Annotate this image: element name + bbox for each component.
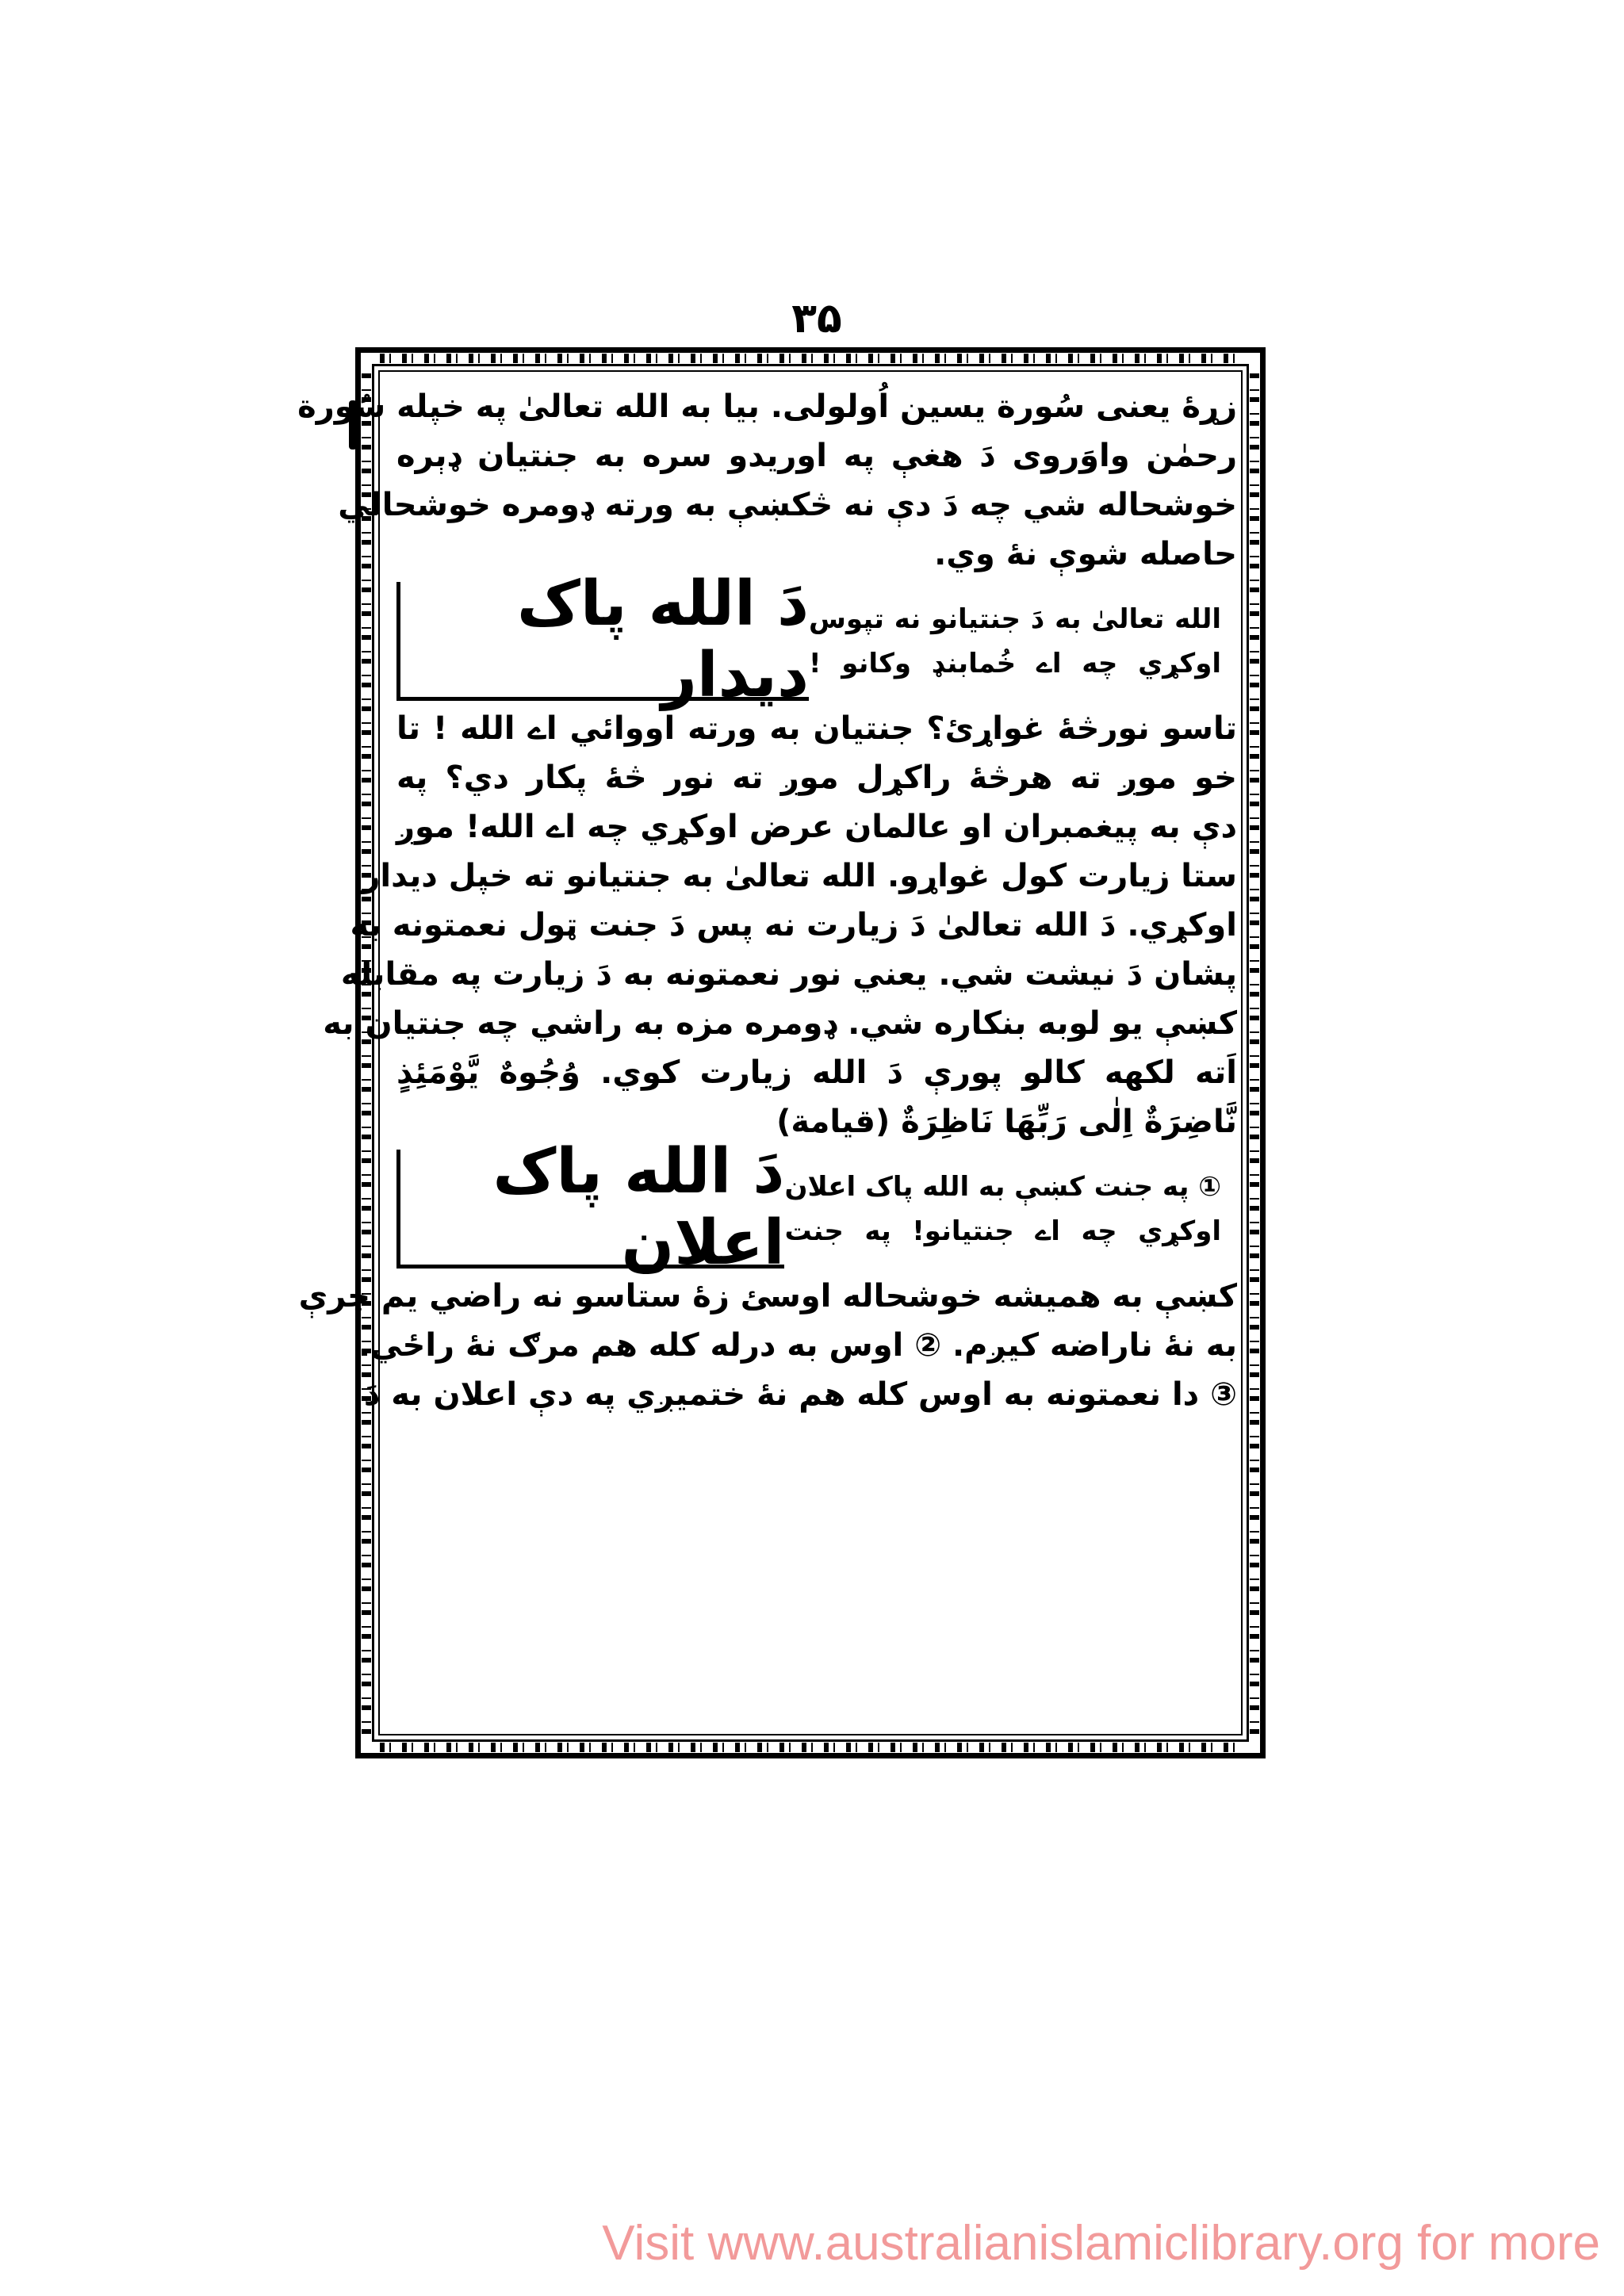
body-line: حاصله شوې نهٔ وي.: [934, 536, 1237, 572]
page-number: ۳۵: [791, 295, 842, 342]
body-line: پشان دَ نیشت شي. یعني نور نعمتونه به دَ زیارت په مقابله: [340, 956, 1237, 993]
border-ornament-left: [362, 372, 371, 1734]
body-line: خو موږ ته هرڅهٔ راکړل موږ ته نور څهٔ پکار دي؟ په: [396, 760, 1237, 796]
section-heading-didar: دَ الله پاک دیدار: [396, 582, 809, 701]
border-ornament-bottom: [380, 1743, 1241, 1752]
body-line: کښې به همیشه خوشحاله اوسئ زهٔ ستاسو نه راضي یم چرې: [298, 1278, 1237, 1314]
body-line: دې به پیغمبران او عالمان عرض اوکړي چه اے الله! موږ: [396, 809, 1237, 845]
body-line: خوشحاله شي چه دَ دې نه څکښې به ورته ډومره خوشحالي: [338, 487, 1237, 523]
quran-verse-line: نَّاضِرَةٌ اِلٰی رَبِّهَا نَاظِرَةٌ (قیامة): [776, 1104, 1237, 1140]
body-line: ستا زیارت کول غواړو. الله تعالیٰ به جنتیانو ته خپل دیدار: [362, 858, 1237, 894]
section-note-line: ① په جنت کښې به الله پاک اعلان: [784, 1171, 1221, 1203]
body-line: ③ دا نعمتونه به اوس کله هم نهٔ ختمیږي په دې اعلان به دَ: [363, 1376, 1237, 1413]
section-heading-row: [396, 1135, 1237, 1279]
section-note-line: اوکړي چه اے جنتیانو! په جنت: [784, 1215, 1221, 1247]
section-note: [784, 1150, 1237, 1269]
section-note: [809, 582, 1237, 701]
section-heading-row: [396, 568, 1237, 711]
border-ornament-right: [1250, 372, 1259, 1734]
section-note-line: اوکړي چه اے خُمابنډ وکانو !: [809, 648, 1221, 679]
body-line: زړهٔ یعنی سُورة یسین اُولولی. بیا به الله تعالیٰ په خپله سُورة: [297, 388, 1237, 425]
footer-website-link[interactable]: Visit www.australianislamiclibrary.org for more: [602, 2216, 1600, 2271]
section-note-line: الله تعالیٰ به دَ جنتیانو نه تپوس: [809, 603, 1221, 635]
section-heading-elan: دَ الله پاک اعلان: [396, 1150, 784, 1269]
body-line: رحمٰن واوَروی دَ هغې په اوریدو سره به جنتیان ډېره: [396, 438, 1237, 474]
body-line: تاسو نورڅهٔ غواړئ؟ جنتیان به ورته اووائي اے الله ! تا: [396, 710, 1237, 747]
body-line: به نهٔ ناراضه کیږم. ② اوس به درله کله هم مرګ نهٔ راځي.: [358, 1327, 1237, 1364]
page-text: [297, 382, 1237, 1419]
body-line: اَته لکهه کالو پورې دَ الله زیارت کوي. وُجُوهٌ یَّوْمَئِذٍ: [396, 1054, 1237, 1091]
body-line: اوکړي. دَ الله تعالیٰ دَ زیارت نه پس دَ جنت ټول نعمتونه به: [350, 907, 1237, 943]
border-ornament-top: [380, 354, 1241, 363]
body-line: کښې یو لوبه بنکاره شي. ډومره مزه به راشي چه جنتیان به: [323, 1005, 1237, 1042]
